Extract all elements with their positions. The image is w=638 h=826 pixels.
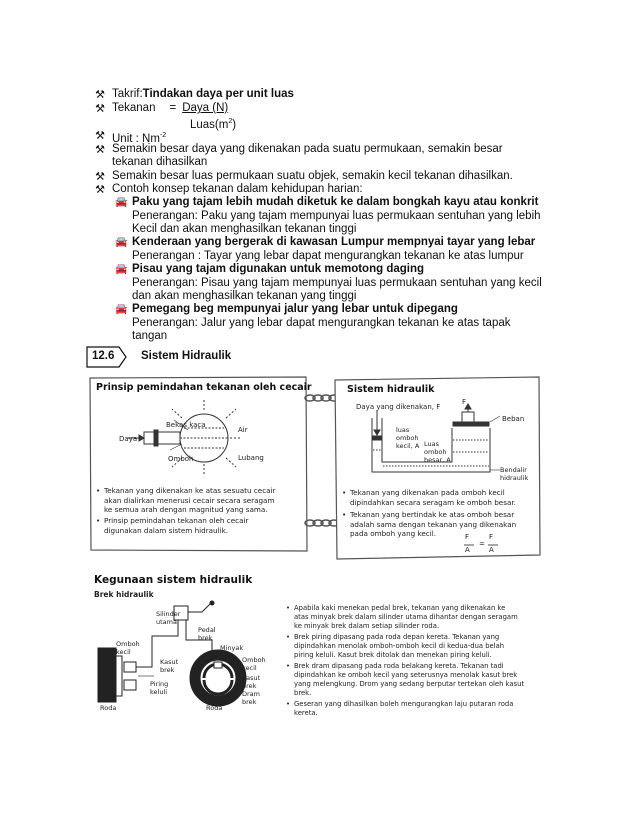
example-title: Paku yang tajam lebih mudah diketuk ke dalam bongkah kayu atau konkrit <box>132 196 539 208</box>
section-title: Sistem Hidraulik <box>141 350 232 362</box>
equation-term: = <box>479 540 485 548</box>
panel-subtitle: Brek hidraulik <box>94 590 154 599</box>
example-text: dan akan menghasilkan tekanan yang tinggi <box>132 290 357 302</box>
car-icon: 🚘 <box>115 264 128 275</box>
unit-line: Unit : $Nm^{-2}$ <box>112 132 167 145</box>
section-number: 12.6 <box>92 350 115 362</box>
diagram-label: Omboh <box>168 455 194 463</box>
equation-term: A <box>465 546 470 554</box>
diagram-label: Roda <box>206 704 223 712</box>
diagram-label: Luas omboh besar, A <box>424 440 451 464</box>
diagram-label: Bekas kaca <box>166 421 206 429</box>
tools-icon: ⚒ <box>95 130 105 142</box>
equation-term: F <box>489 533 494 541</box>
diagram-label: Dram brek <box>242 690 260 706</box>
tools-icon: ⚒ <box>95 171 105 183</box>
example-text: Penerangan: Paku yang tajam mempunyai luas permukaan sentuhan yang lebih <box>132 210 541 222</box>
formula-denominator: $Luas(m^2)$ <box>190 118 237 131</box>
diagram-label: F <box>462 398 467 406</box>
tools-icon: ⚒ <box>95 103 105 115</box>
note-line: Semakin besar luas permukaan suatu objek, semakin kecil tekanan dihasilkan. <box>112 170 513 182</box>
tools-icon: ⚒ <box>95 184 105 196</box>
bullet-dot: • <box>342 510 347 519</box>
diagram-label: Daya yang dikenakan, F <box>356 403 441 411</box>
diagram-label: Omboh kecil <box>242 656 266 672</box>
diagram-label: Roda <box>100 704 117 712</box>
bullet-dot: • <box>286 633 291 641</box>
diagram-label: Pedal brek <box>198 626 216 642</box>
example-text: tangan <box>132 330 168 342</box>
panel-text: Brek dram dipasang pada roda belakang kereta. Tekanan tadi dipindahkan ke omboh kecil yang seterusnya menolak kasut brek yang melengkung. Drom yang sedang berputar tertekan oleh kasut brek. <box>294 662 525 697</box>
diagram-label: Lubang <box>238 454 264 462</box>
example-title: Pisau yang tajam digunakan untuk memotong daging <box>132 263 425 275</box>
diagram-label: Bendalir hidraulik <box>500 466 529 482</box>
tools-icon: ⚒ <box>95 89 105 101</box>
diagram-label: luas omboh kecil, A <box>396 426 420 450</box>
note-line: tekanan dihasilkan <box>112 156 208 168</box>
panel-title: Prinsip pemindahan tekanan oleh cecair <box>96 382 312 393</box>
panel-text: Apabila kaki menekan pedal brek, tekanan yang dikenakan ke atas minyak brek dalam silinder utama dihantar dengan seragam ke minyak brek dalam setiap silinder roda. <box>294 604 518 630</box>
example-title: Pemegang beg mempunyai jalur yang lebar untuk dipegang <box>132 303 458 315</box>
car-icon: 🚘 <box>115 197 128 208</box>
example-text: Penerangan : Tayar yang lebar dapat mengurangkan tekanan ke atas lumpur <box>132 250 524 262</box>
panel-text: Brek piring dipasang pada roda depan kereta. Tekanan yang dipindahkan menolak omboh-omboh kecil di kedua-dua belah piring keluli. Kasut brek ditolak dan menekan piring keluli. <box>294 633 505 659</box>
bullet-dot: • <box>286 604 291 612</box>
bullet-dot: • <box>342 488 347 497</box>
diagram-label: Beban <box>502 415 525 423</box>
equation-term: F <box>465 533 470 541</box>
panel-text: Tekanan yang dikenakan ke atas sesuatu cecair akan dialirkan menerusi cecair secara seragam ke semua arah dengan magnitud yang sama. <box>104 486 276 514</box>
panel-text: Tekanan yang bertindak ke atas omboh besar adalah sama dengan tekanan yang dikenakan pada omboh yang kecil. <box>350 510 517 538</box>
diagram-label: Minyak brek <box>220 644 244 660</box>
diagram-label: Kasut brek <box>160 658 179 674</box>
panel-title: Kegunaan sistem hidraulik <box>94 574 253 586</box>
definition-line: Takrif:Tindakan daya per unit luas <box>112 88 294 100</box>
diagram-label: Omboh kecil <box>116 640 140 656</box>
pressure-formula: Tekanan = Daya (N) <box>112 102 229 114</box>
example-text: Penerangan: Pisau yang tajam mempunyai luas permukaan sentuhan yang kecil <box>132 277 542 289</box>
example-text: Kecil dan akan menghasilkan tekanan tinggi <box>132 223 357 235</box>
diagram-label: Daya <box>119 435 138 443</box>
panel-text: Tekanan yang dikenakan pada omboh kecil dipindahkan secara seragam ke omboh besar. <box>350 488 516 507</box>
example-title: Kenderaan yang bergerak di kawasan Lumpur mempnyai tayar yang lebar <box>132 236 536 248</box>
bullet-dot: • <box>96 516 101 525</box>
panel-title: Sistem hidraulik <box>347 384 435 395</box>
diagram-label: Silinder utama <box>156 610 181 626</box>
diagram-label: Piring keluli <box>150 680 169 696</box>
panel-text: Prinsip pemindahan tekanan oleh cecair digunakan dalam sistem hidraulik. <box>104 516 249 535</box>
note-line: Contoh konsep tekanan dalam kehidupan harian: <box>112 183 363 195</box>
tools-icon: ⚒ <box>95 144 105 156</box>
note-line: Semakin besar daya yang dikenakan pada suatu permukaan, semakin besar <box>112 143 503 155</box>
diagram-label: Air <box>238 426 248 434</box>
diagram-label: Kasut brek <box>242 674 261 690</box>
car-icon: 🚘 <box>115 304 128 315</box>
panel-text: Geseran yang dihasilkan boleh mengurangkan laju putaran roda kereta. <box>294 700 514 717</box>
bullet-dot: • <box>286 700 291 708</box>
bullet-dot: • <box>96 486 101 495</box>
example-text: Penerangan: Jalur yang lebar dapat mengurangkan tekanan ke atas tapak <box>132 317 511 329</box>
equation-term: A <box>489 546 494 554</box>
bullet-dot: • <box>286 662 291 670</box>
car-icon: 🚘 <box>115 237 128 248</box>
